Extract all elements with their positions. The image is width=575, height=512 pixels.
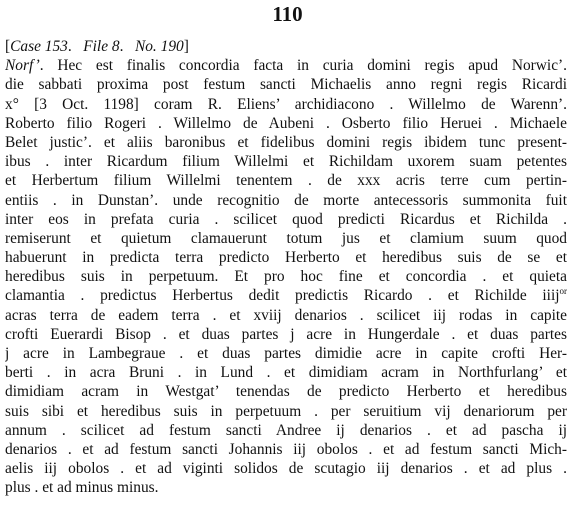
text-line [5, 306, 567, 325]
text-line: habuerunt in predicta terra predicto Herberto et heredibus suis de se et [5, 249, 567, 267]
text-line: clamantia . predictus Herbertus dedit predictis Ricardo . et Richilde iiij$^{or}$ [5, 286, 567, 305]
case-bracket-close: ] [183, 38, 189, 55]
document-number: No. 190 [134, 38, 184, 55]
file-separator: . [119, 38, 135, 55]
text-line: Roberto filio Rogeri . Willelmo de Aubeni . Osberto filio Heruei . Michaele [5, 114, 567, 132]
text-line: aelis iij obolos . et ad viginti solidos de scutagio iij denarios . et ad plus . [5, 460, 567, 478]
text-line: suis sibi et heredibus suis in perpetuum . per seruitium vij denariorum per [5, 402, 567, 420]
text-line: annum . scilicet ad festum sancti Andree ij denarios . et ad pascha ij [5, 421, 567, 439]
text-line: remiserunt et quietum clamauerunt totum jus et clamium suum quod [5, 229, 567, 247]
case-bracket-open: [ [5, 38, 11, 55]
text-line: inter eos in prefata curia . scilicet quod predicti Ricardus et Richilda . [5, 210, 567, 228]
text-line: berti . in acra Bruni . in Lund . et dimidiam acram in Northfurlang’ et [5, 364, 567, 382]
case-separator: . [67, 38, 84, 55]
county-name: Norf’ [5, 57, 40, 75]
text-line: heredibus suis in perpetuum. Et pro hoc fine et concordia . et quieta [5, 268, 567, 286]
page-number: 110 [272, 2, 303, 26]
text-line: crofti Euerardi Bisop . et duas partes j acre in Hungerdale . et duas partes [5, 325, 567, 343]
text-line: et Herbertum filium Willelmi tenentem . de xxx acris terre cum pertin- [5, 172, 567, 190]
case-reference-line [5, 37, 567, 56]
text-line-last: plus . et ad minus minus. [5, 479, 159, 497]
case-number: Case 153 [10, 38, 68, 55]
text-line: Belet justic’. et aliis baronibus et fidelibus domini regis ibidem tunc present- [5, 133, 567, 151]
text-line: j acre in Lambegraue . et duas partes dimidie acre in capite crofti Her- [5, 345, 567, 362]
text-line-content: acras terra de eadem terra . et xviij denarios . scilicet iij rodas in capite [5, 306, 567, 324]
text-line: denarios . et ad festum sancti Johannis iij obolos . et ad festum sancti Mich- [5, 440, 567, 458]
superscript-or: or [559, 286, 567, 297]
text-line [5, 56, 567, 75]
text-line: x° [3 Oct. 1198] coram R. Eliens’ archidiacono . Willelmo de Warenn’. [5, 95, 567, 113]
text-line: dimidiam acram in Westgat’ tenendas de predicto Herberto et heredibus [5, 383, 567, 401]
file-number: File 8 [83, 38, 120, 55]
text-line-content: . Hec est finalis concordia facta in curia domini regis apud Norwic’. [39, 57, 567, 75]
text-line: entiis . in Dunstan’. unde recognitio de morte antecessoris summonita fuit [5, 191, 567, 209]
text-line: ibus . inter Ricardum filium Willelmi et Richildam uxorem suam petentes [5, 153, 567, 171]
document-text [5, 37, 567, 498]
text-line: die sabbati proxima post festum sancti Michaelis anno regni regis Ricardi [5, 76, 567, 94]
